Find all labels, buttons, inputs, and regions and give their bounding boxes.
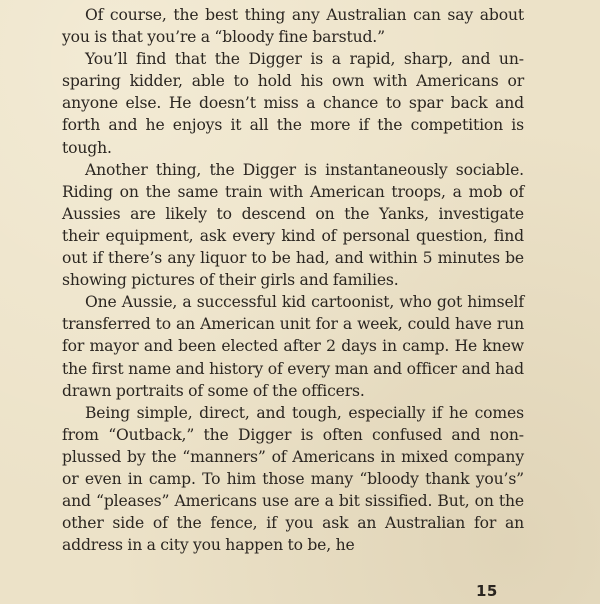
- book-page: [62, 4, 524, 600]
- paragraph-kidder: You’ll find that the Digger is a rapid, sharp, and unsparing kidder, able to hold his own with Americans or anyone else. He doesn’t miss a chance to spar back and forth and he enjoys it all the more if the competition is tough.: [62, 50, 524, 157]
- paragraph-cartoonist: One Aussie, a successful kid cartoonist, who got himself transferred to an American unit for a week, could have run for mayor and been elected after 2 days in camp. He knew the first name and history of every man and officer and had drawn portraits of some of the officers.: [62, 293, 524, 400]
- page-number: 15: [476, 582, 498, 600]
- paragraph-barstud: Of course, the best thing any Australian can say about you is that you’re a “bloody fine barstud.”: [62, 6, 524, 47]
- paragraph-outback: Being simple, direct, and tough, especially if he comes from “Outback,” the Digger is often confused and nonplussed by the “manners” of Americans in mixed company or even in camp. To him those many “bloody thank you’s” and “pleases” Americans use are a bit sissified. But, on the other side of the fence, if you ask an Australian for an address in a city you happen to be, he: [62, 403, 524, 555]
- body-text: [62, 4, 524, 556]
- paragraph-sociable: Another thing, the Digger is instantaneously sociable. Riding on the same train with American troops, a mob of Aussies are likely to descend on the Yanks, investigate their equipment, ask every kind of personal question, find out if there’s any liquor to be had, and within 5 minutes be showing pictures of their girls and families.: [62, 160, 524, 290]
